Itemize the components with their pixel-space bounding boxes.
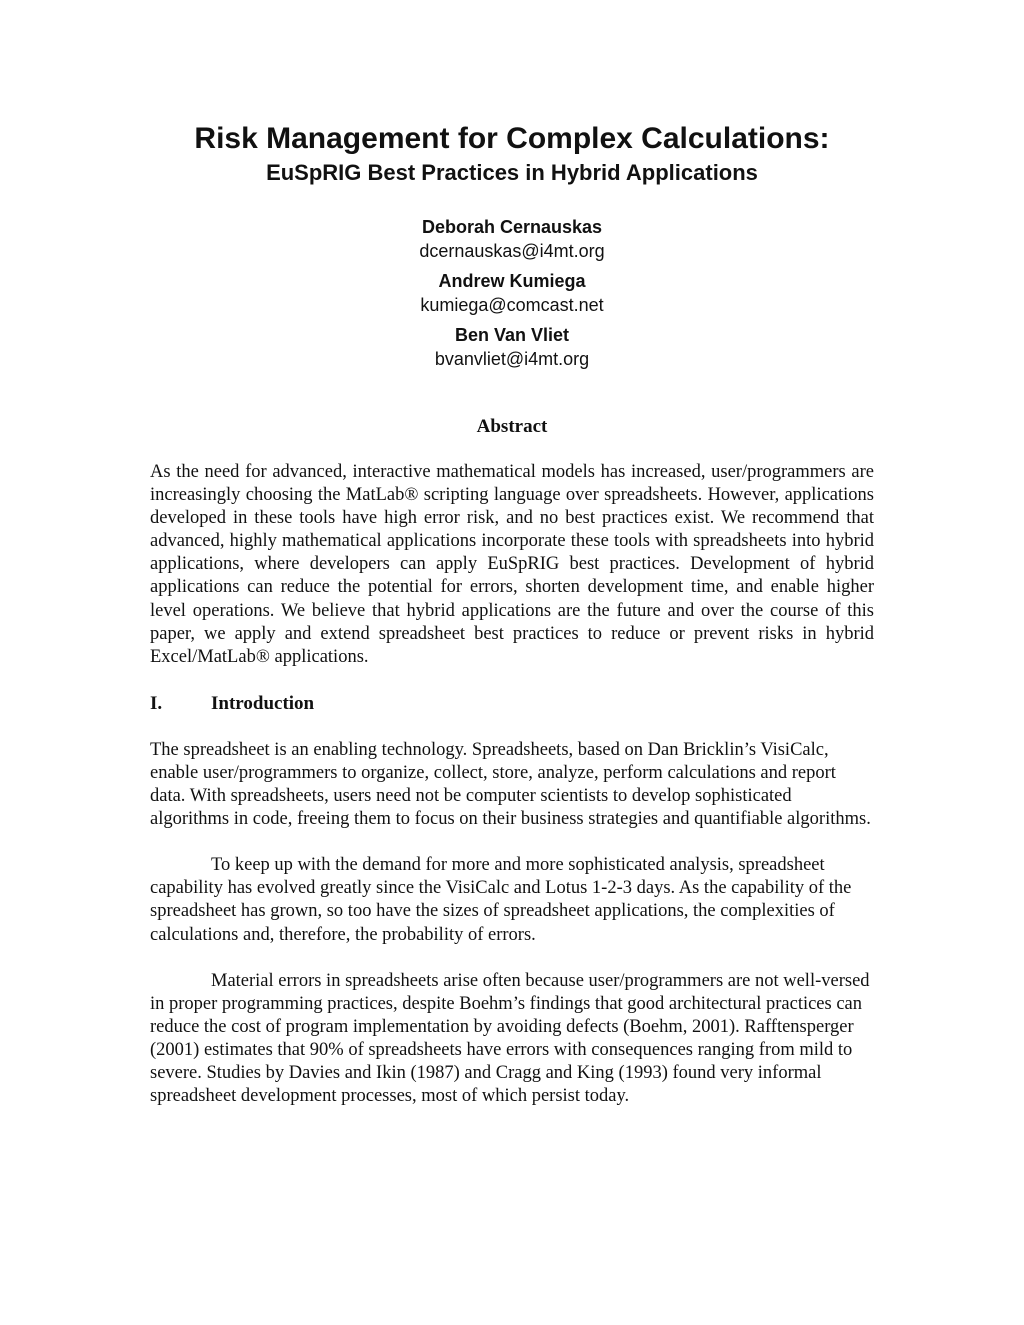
author-block <box>150 269 874 317</box>
section-title: Introduction <box>211 692 315 714</box>
author-email: dcernauskas@i4mt.org <box>419 241 605 261</box>
paper-title: Risk Management for Complex Calculations: <box>194 122 830 155</box>
paper-subtitle: EuSpRIG Best Practices in Hybrid Applications <box>266 160 758 185</box>
author-block <box>150 323 874 371</box>
body-paragraph: The spreadsheet is an enabling technology. Spreadsheets, based on Dan Bricklin’s VisiCalc, enable user/programmers to organize, collect, store, analyze, perform calculations and report data. With spreadsheets, users need not be computer scientists to develop sophisticated algorithms in code, freeing them to focus on their business strategies and quantifiable algorithms. <box>150 739 871 830</box>
section-number: I. <box>150 692 163 714</box>
author-block <box>150 215 874 263</box>
body-paragraph: To keep up with the demand for more and more sophisticated analysis, spreadsheet capability has evolved greatly since the VisiCalc and Lotus 1-2-3 days. As the capability of the spreadsheet has grown, so too have the sizes of spreadsheet applications, the complexities of calculations and, therefore, the probability of errors. <box>150 855 852 945</box>
body-paragraph: Material errors in spreadsheets arise often because user/programmers are not well-versed in proper programming practices, despite Boehm’s findings that good architectural practices can reduce the cost of program implementation by avoiding defects (Boehm, 2001). Rafftensperger (2001) estimates that 90% of spreadsheets have errors with consequences ranging from mild to severe. Studies by Davies and Ikin (1987) and Cragg and King (1993) found very informal spreadsheet development processes, most of which persist today. <box>150 970 870 1107</box>
abstract-text: As the need for advanced, interactive mathematical models has increased, user/programmers are increasingly choosing the MatLab® scripting language over spreadsheets. However, applications developed in these tools have high error risk, and no best practices exist. We recommend that advanced, highly mathematical applications incorporate these tools with spreadsheets into hybrid applications, where developers can apply EuSpRIG best practices. Development of hybrid applications can reduce the potential for errors, shorten development time, and enable higher level operations. We believe that hybrid applications are the future and over the course of this paper, we apply and extend spreadsheet best practices to reduce or prevent risks in hybrid Excel/MatLab® applications. <box>150 462 874 667</box>
author-name: Andrew Kumiega <box>438 271 586 291</box>
author-email: bvanvliet@i4mt.org <box>434 349 590 369</box>
paper-page <box>150 120 874 1108</box>
author-list <box>150 215 874 371</box>
author-email: kumiega@comcast.net <box>420 295 604 315</box>
section-heading <box>150 692 874 716</box>
author-name: Ben Van Vliet <box>454 325 570 345</box>
abstract-heading: Abstract <box>476 416 548 437</box>
author-name: Deborah Cernauskas <box>421 217 603 237</box>
